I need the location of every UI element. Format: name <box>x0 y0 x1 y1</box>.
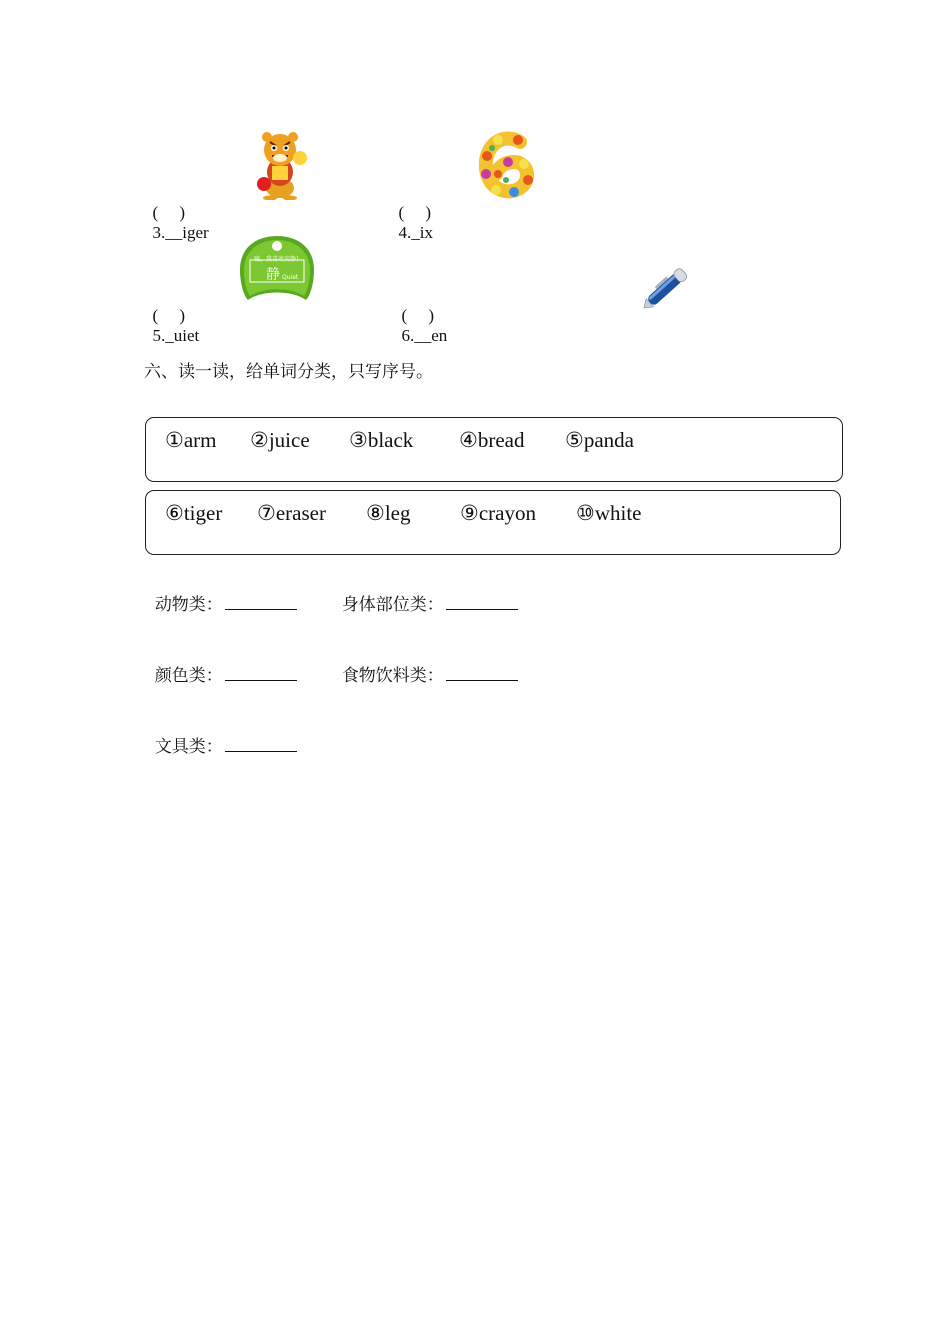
category-food-drink <box>331 641 518 686</box>
word-item: ①arm <box>165 428 217 452</box>
answer-bracket[interactable]: ( ) <box>401 306 435 325</box>
tiger-icon <box>250 128 310 200</box>
word-item: ⑧leg <box>366 501 411 525</box>
question-3 <box>144 183 209 243</box>
word-item: ④bread <box>459 428 525 452</box>
category-animals <box>144 570 297 615</box>
word-item: ⑥tiger <box>165 501 223 525</box>
quiet-sign-char: 静 <box>266 267 280 283</box>
answer-blank[interactable] <box>225 679 297 681</box>
answer-blank[interactable] <box>446 679 518 681</box>
category-label: 食物饮料类： <box>341 666 444 686</box>
question-5 <box>144 286 199 346</box>
pen-icon <box>640 260 696 314</box>
question-4 <box>390 183 433 243</box>
answer-blank[interactable] <box>225 750 297 752</box>
question-6 <box>393 286 447 346</box>
word-item: ③black <box>349 428 414 452</box>
category-label: 动物类： <box>154 595 223 615</box>
question-text: 6.__en <box>401 326 448 345</box>
answer-bracket[interactable]: ( ) <box>152 203 186 222</box>
category-stationery <box>144 712 297 757</box>
category-label: 身体部位类： <box>341 595 444 615</box>
section-heading: 六、读一读，给单词分类，只写序号。 <box>144 362 433 382</box>
word-item: ②juice <box>250 428 310 452</box>
question-text: 4._ix <box>398 223 433 242</box>
answer-bracket[interactable]: ( ) <box>398 203 432 222</box>
answer-blank[interactable] <box>446 608 518 610</box>
category-label: 颜色类： <box>154 666 223 686</box>
question-text: 3.__iger <box>152 223 209 242</box>
category-colors <box>144 641 297 686</box>
question-text: 5._uiet <box>152 326 200 345</box>
word-item: ⑦eraser <box>257 501 326 525</box>
category-body-parts <box>331 570 518 615</box>
quiet-sign-icon <box>236 234 318 302</box>
word-item: ⑩white <box>576 501 642 525</box>
word-item: ⑤panda <box>565 428 634 452</box>
category-label: 文具类： <box>154 737 223 757</box>
answer-blank[interactable] <box>225 608 297 610</box>
quiet-sign-word: Quiet <box>282 274 299 281</box>
answer-bracket[interactable]: ( ) <box>152 306 186 325</box>
word-item: ⑨crayon <box>460 501 536 525</box>
flower-six-icon <box>474 130 542 200</box>
quiet-sign-slogan: 嘘，我喜欢安静！ <box>254 256 303 263</box>
